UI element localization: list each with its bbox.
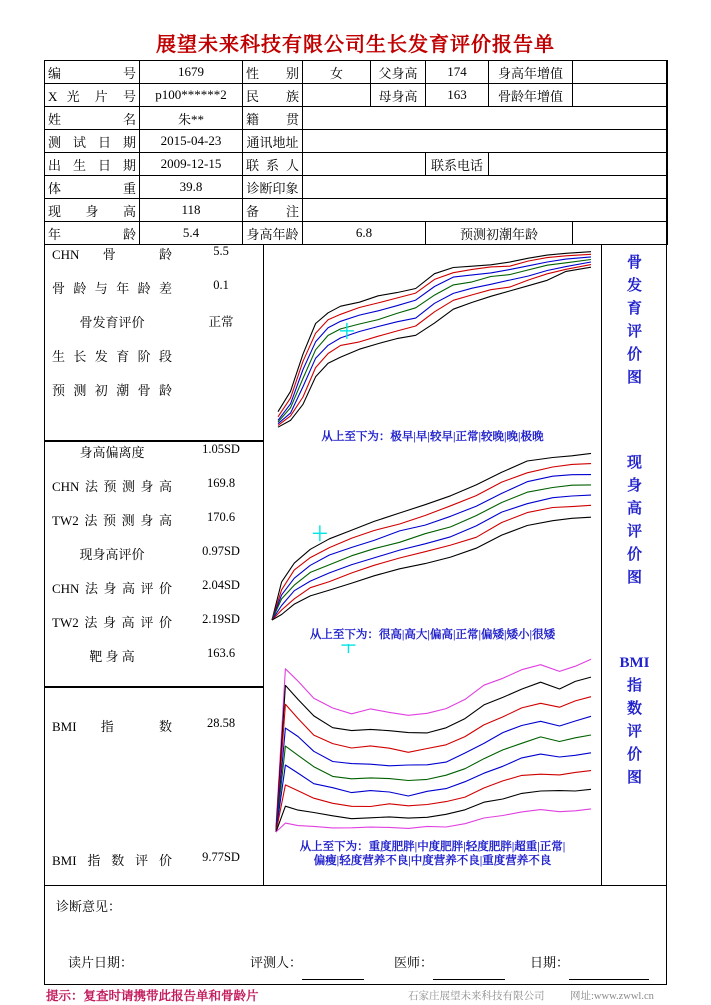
doctor-signature-line[interactable] [433, 966, 505, 980]
chart-curve [276, 753, 591, 832]
field-label-current-height: 现 身 高 [45, 199, 140, 222]
result-label: BMI指数评价 [52, 853, 172, 868]
vertical-title-char: 发 [626, 278, 642, 294]
field-label-birth-date: 出 生 日 期 [45, 153, 140, 176]
field-value-xray-no[interactable]: p100******2 [140, 84, 243, 107]
field-label-contact-phone: 联系电话 [426, 153, 489, 176]
field-value-bone-age-annual-gain[interactable] [573, 84, 668, 107]
field-value-contact-person[interactable] [303, 153, 426, 176]
vertical-title-char: 高 [626, 501, 642, 517]
field-label-father-height: 父身高 [371, 61, 426, 84]
result-row-tw2-predicted-height [44, 510, 264, 544]
field-value-gender[interactable]: 女 [303, 61, 371, 84]
evaluator-label: 评测人： [250, 955, 303, 970]
vertical-title-char: 现 [626, 455, 642, 471]
result-value: 170.6 [206, 510, 236, 524]
result-row-tw2-height-eval [44, 612, 264, 646]
field-value-height-annual-gain[interactable] [573, 61, 668, 84]
vertical-title-char: 评 [626, 524, 642, 540]
doctor-label: 医师： [394, 955, 434, 970]
vertical-title-char: 图 [626, 370, 642, 386]
vertical-title-bone-chart [602, 252, 667, 390]
field-label-address: 通讯地址 [243, 130, 303, 153]
result-label: CHN法预测身高 [52, 479, 172, 494]
vertical-title-char: 身 [626, 478, 642, 494]
vertical-title-char: 价 [626, 747, 642, 763]
bone-development-panel [44, 244, 264, 442]
vertical-title-char: 育 [626, 301, 642, 317]
field-label-contact-person: 联 系 人 [243, 153, 303, 176]
chart-curve [278, 267, 591, 427]
field-value-native-place[interactable] [303, 107, 668, 130]
field-value-ethnicity[interactable] [303, 84, 371, 107]
field-value-current-height[interactable]: 118 [140, 199, 243, 222]
evaluator-signature-line[interactable] [302, 966, 364, 980]
field-label-gender: 性 别 [243, 61, 303, 84]
table-row [45, 130, 668, 153]
chart-titles-column [601, 244, 667, 885]
result-label: 预测初潮骨龄 [52, 383, 172, 398]
chart-curve [278, 260, 591, 423]
field-label-remark: 备 注 [243, 199, 303, 222]
result-label: 靶 身 高 [89, 649, 135, 664]
current-value-marker [313, 525, 327, 541]
field-value-address[interactable] [303, 130, 668, 153]
result-label: CHN 骨 龄 [52, 247, 172, 262]
field-label-height-annual-gain: 身高年增值 [489, 61, 573, 84]
vertical-title-char: 评 [626, 724, 642, 740]
result-row-bone-age-diff [44, 278, 264, 312]
date-signature-line[interactable] [569, 966, 649, 980]
field-value-mother-height[interactable]: 163 [426, 84, 489, 107]
page-footer [0, 986, 711, 1005]
chart-curve [276, 735, 591, 832]
vertical-title-char: 价 [626, 347, 642, 363]
field-value-test-date[interactable]: 2015-04-23 [140, 130, 243, 153]
field-value-diagnosis-impression[interactable] [303, 176, 668, 199]
bmi-chart [264, 644, 601, 885]
chart-curve [278, 265, 591, 426]
vertical-title-char: 价 [626, 547, 642, 563]
company-name: 石家庄展望未来科技有限公司 [408, 991, 545, 1002]
field-value-father-height[interactable]: 174 [426, 61, 489, 84]
diagnosis-section [44, 885, 667, 985]
result-value: 163.6 [206, 646, 236, 660]
field-label-native-place: 籍 贯 [243, 107, 303, 130]
vertical-title-char: 图 [626, 570, 642, 586]
field-label-id: 编 号 [45, 61, 140, 84]
result-row-growth-stage [44, 346, 264, 380]
field-label-height-age: 身高年龄 [243, 222, 303, 245]
chart-curve [272, 475, 591, 620]
field-label-mother-height: 母身高 [371, 84, 426, 107]
signature-row [44, 952, 667, 974]
result-row-chn-predicted-height [44, 476, 264, 510]
result-value: 169.8 [206, 476, 236, 490]
field-value-name[interactable]: 朱** [140, 107, 243, 130]
vertical-title-height-chart [602, 452, 667, 590]
field-value-id[interactable]: 1679 [140, 61, 243, 84]
table-row [45, 199, 668, 222]
field-label-test-date: 测 试 日 期 [45, 130, 140, 153]
field-label-predicted-menarche-age: 预测初潮年龄 [426, 222, 573, 245]
chart-curve [272, 495, 591, 620]
result-row-chn-bone-age [44, 244, 264, 278]
table-row [45, 84, 668, 107]
vertical-title-char: 指 [626, 678, 642, 694]
chart-curve [276, 771, 591, 832]
current-value-marker [340, 323, 354, 339]
result-value: 1.05SD [202, 442, 240, 456]
field-value-remark[interactable] [303, 199, 668, 222]
result-label: 骨龄与年龄差 [52, 281, 172, 296]
bmi-chart-svg [264, 644, 601, 840]
bone-chart-legend: 从上至下为：极早|早|较早|正常|较晚|晚|极晚 [321, 431, 544, 443]
result-row-bone-development-eval [44, 312, 264, 346]
bmi-panel [44, 688, 264, 885]
height-evaluation-chart [264, 444, 601, 644]
result-row-target-height [44, 646, 264, 680]
result-value: 0.1 [213, 278, 229, 292]
website-url: 网址:www.zwwl.cn [570, 991, 654, 1002]
table-row [45, 153, 668, 176]
chart-curve [276, 659, 591, 826]
table-row [45, 176, 668, 199]
result-label: TW2法身高评价 [52, 615, 172, 630]
field-value-weight[interactable]: 39.8 [140, 176, 243, 199]
result-row-bmi-eval [44, 850, 264, 884]
date-label: 日期： [530, 955, 570, 970]
field-label-diagnosis-impression: 诊断印象 [243, 176, 303, 199]
vertical-title-char: 图 [626, 770, 642, 786]
chart-curve [276, 789, 591, 832]
bone-development-chart [264, 244, 601, 444]
table-row [45, 61, 668, 84]
field-value-height-age[interactable]: 6.8 [303, 222, 426, 245]
chart-curve [276, 677, 591, 830]
result-value: 5.5 [213, 244, 229, 258]
height-evaluation-panel [44, 442, 264, 688]
field-value-predicted-menarche-age[interactable] [573, 222, 668, 245]
field-label-bone-age-annual-gain: 骨龄年增值 [489, 84, 573, 107]
field-value-birth-date[interactable]: 2009-12-15 [140, 153, 243, 176]
bone-development-chart-svg [264, 244, 601, 430]
vertical-title-char: BMI [619, 655, 650, 671]
result-label: BMI 指 数 [52, 719, 172, 734]
result-value: 正常 [208, 315, 234, 329]
result-label: 身高偏离度 [79, 445, 145, 460]
read-date-label: 读片日期： [68, 955, 134, 970]
vertical-title-char: 评 [626, 324, 642, 340]
reminder-tip: 提示：复查时请携带此报告单和骨龄片 [46, 989, 259, 1003]
results-column [44, 244, 264, 885]
chart-curve [276, 809, 591, 832]
bmi-chart-legend-line1: 从上至下为：重度肥胖|中度肥胖|轻度肥胖|超重|正常| [299, 841, 566, 853]
field-label-name: 姓 名 [45, 107, 140, 130]
current-value-marker [341, 644, 355, 653]
result-label: 现身高评价 [79, 547, 145, 562]
page-title: 展望未来科技有限公司生长发育评价报告单 [156, 34, 555, 56]
result-row-current-height-eval [44, 544, 264, 578]
vertical-title-char: 数 [626, 701, 642, 717]
field-label-xray-no: X 光 片 号 [45, 84, 140, 107]
vertical-title-char: 骨 [626, 255, 642, 271]
height-chart-legend: 从上至下为：很高|高大|偏高|正常|偏矮|矮小|很矮 [309, 629, 556, 641]
result-row-chn-height-eval [44, 578, 264, 612]
field-value-age[interactable]: 5.4 [140, 222, 243, 245]
result-value: 2.04SD [202, 578, 240, 592]
field-value-contact-phone[interactable] [489, 153, 668, 176]
table-row [45, 107, 668, 130]
results-and-charts-area [44, 244, 667, 885]
field-label-age: 年 龄 [45, 222, 140, 245]
result-row-predicted-menarche-bone-age [44, 380, 264, 414]
result-label: 生长发育阶段 [52, 349, 172, 364]
result-row-bmi-index [44, 716, 264, 750]
result-value: 0.97SD [202, 544, 240, 558]
vertical-title-bmi-chart [602, 652, 667, 790]
patient-info-table [44, 60, 668, 245]
field-label-ethnicity: 民 族 [243, 84, 303, 107]
result-value: 9.77SD [202, 850, 240, 864]
result-value: 2.19SD [202, 612, 240, 626]
table-row [45, 222, 668, 245]
diagnosis-label: 诊断意见： [56, 899, 122, 914]
chart-curve [278, 254, 591, 416]
field-label-weight: 体 重 [45, 176, 140, 199]
charts-column [264, 244, 601, 885]
result-label: TW2法预测身高 [52, 513, 172, 528]
result-label: CHN法身高评价 [52, 581, 172, 596]
bmi-chart-legend-line2: 偏瘦|轻度营养不良|中度营养不良|重度营养不良 [313, 855, 552, 867]
result-value: 28.58 [206, 716, 236, 730]
height-evaluation-chart-svg [264, 444, 601, 628]
result-label: 骨发育评价 [79, 315, 145, 330]
result-row-height-deviation [44, 442, 264, 476]
